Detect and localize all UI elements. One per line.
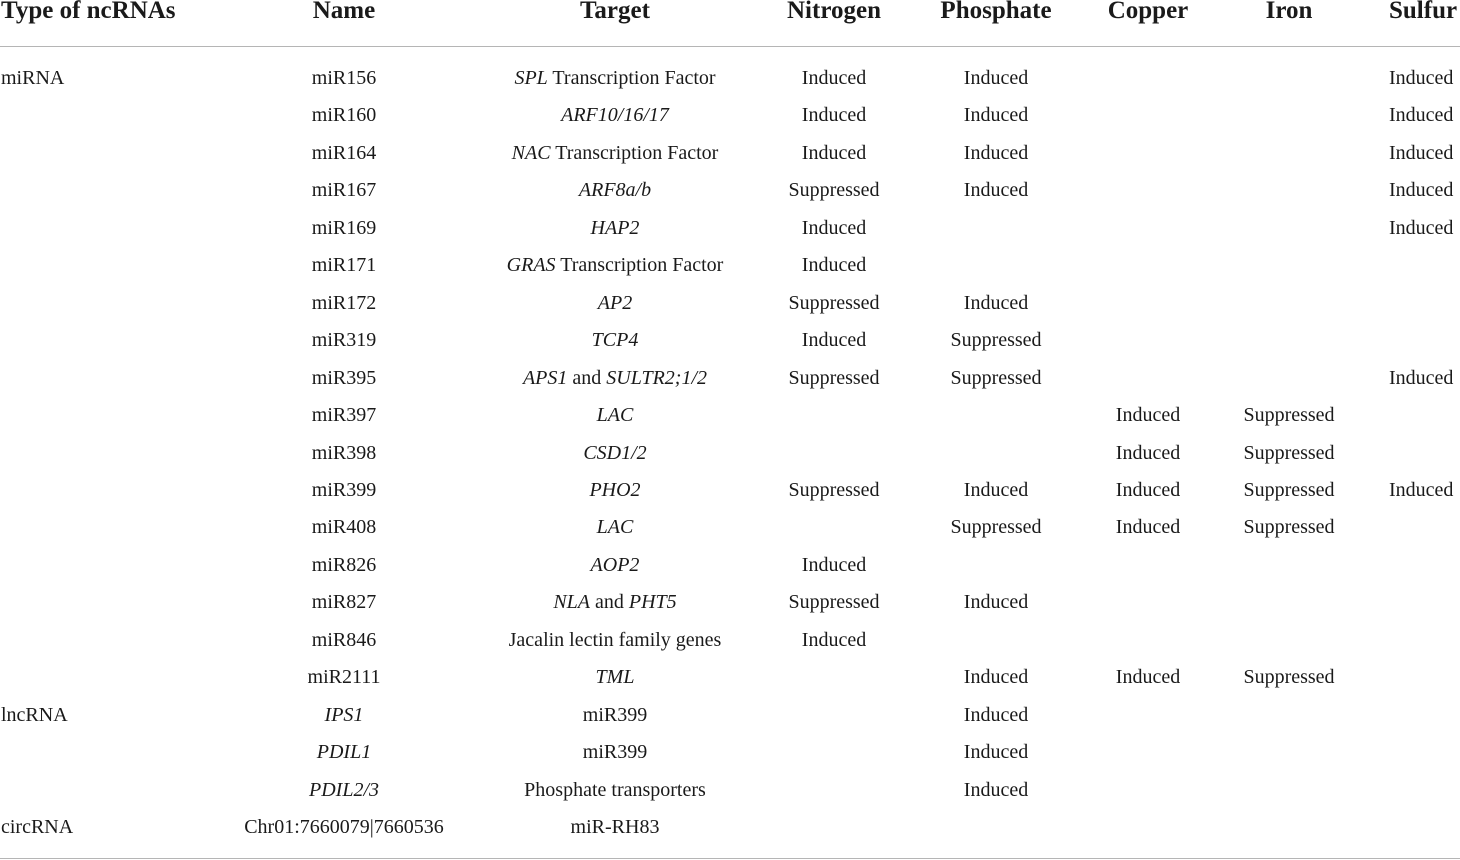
target-segment: PHT5 [628, 591, 677, 614]
table-row [0, 627, 1460, 664]
cell-name: IPS1 [324, 703, 364, 726]
target-segment: Jacalin lectin family genes [508, 628, 722, 651]
cell-name: miR846 [311, 628, 377, 651]
table-row [0, 664, 1460, 701]
cell-nitrogen: Induced [801, 553, 867, 576]
table-row [0, 140, 1460, 177]
target-segment: and [590, 591, 629, 614]
cell-name: Chr01:7660079|7660536 [244, 816, 444, 838]
cell-target [509, 627, 722, 653]
target-segment: NLA [553, 591, 590, 614]
cell-phosphate: Induced [963, 703, 1029, 726]
cell-target [579, 177, 651, 203]
cell-type: lncRNA [1, 703, 68, 726]
cell-phosphate: Induced [963, 141, 1029, 164]
target-segment: miR-RH83 [570, 816, 660, 838]
cell-nitrogen: Suppressed [788, 478, 880, 501]
cell-name: miR395 [311, 366, 377, 389]
target-segment: Phosphate transporters [524, 778, 706, 801]
cell-iron: Suppressed [1243, 516, 1335, 539]
cell-name: miR171 [311, 254, 377, 277]
cell-phosphate: Induced [963, 291, 1029, 314]
cell-target [524, 777, 706, 803]
cell-phosphate: Induced [963, 591, 1029, 614]
cell-target [553, 589, 676, 615]
cell-sulfur: Induced [1389, 104, 1454, 127]
cell-name: miR2111 [307, 666, 381, 689]
cell-target [591, 215, 640, 241]
cell-nitrogen: Induced [801, 104, 867, 127]
cell-copper: Induced [1115, 441, 1181, 464]
cell-phosphate: Induced [963, 741, 1029, 764]
cell-name: miR398 [311, 441, 377, 464]
cell-name: miR164 [311, 141, 377, 164]
cell-target [561, 102, 669, 128]
cell-sulfur: Induced [1389, 67, 1454, 89]
target-segment: ARF8a/b [578, 179, 652, 202]
cell-name: miR399 [311, 478, 377, 501]
cell-name: PDIL2/3 [309, 778, 379, 801]
table-row [0, 65, 1460, 102]
cell-nitrogen: Suppressed [788, 291, 880, 314]
table-row [0, 739, 1460, 776]
target-segment: SPL [514, 67, 548, 89]
cell-name: miR319 [311, 329, 377, 352]
target-segment: GRAS [506, 254, 556, 277]
table-row [0, 440, 1460, 477]
cell-sulfur: Induced [1389, 141, 1454, 164]
target-segment: Transcription Factor [550, 141, 719, 164]
cell-nitrogen: Suppressed [788, 591, 880, 614]
table-header [0, 0, 1460, 47]
cell-name: miR172 [311, 291, 377, 314]
target-segment: HAP2 [590, 216, 640, 239]
cell-nitrogen: Induced [801, 67, 867, 89]
header-nitrogen: Nitrogen [787, 0, 881, 24]
cell-target [512, 140, 719, 166]
table-row [0, 814, 1460, 851]
cell-nitrogen: Induced [801, 141, 867, 164]
header-sulfur: Sulfur [1389, 0, 1458, 24]
header-copper: Copper [1107, 0, 1189, 24]
header-type: Type of ncRNAs [1, 0, 176, 24]
cell-phosphate: Suppressed [950, 516, 1042, 539]
target-segment: PHO2 [589, 478, 641, 501]
header-iron: Iron [1265, 0, 1313, 24]
bottom-rule [0, 858, 1460, 859]
cell-nitrogen: Suppressed [788, 179, 880, 202]
cell-target [583, 702, 647, 728]
cell-copper: Induced [1115, 478, 1181, 501]
cell-phosphate: Induced [963, 104, 1029, 127]
cell-name: miR397 [311, 404, 377, 427]
cell-type: circRNA [1, 816, 74, 838]
target-segment: APS1 [522, 366, 568, 389]
target-segment: TML [595, 666, 635, 689]
cell-iron: Suppressed [1243, 441, 1335, 464]
cell-iron: Suppressed [1243, 404, 1335, 427]
cell-nitrogen: Induced [801, 254, 867, 277]
cell-copper: Induced [1115, 516, 1181, 539]
table-row [0, 777, 1460, 814]
table-row [0, 365, 1460, 402]
cell-iron: Suppressed [1243, 666, 1335, 689]
cell-nitrogen: Induced [801, 628, 867, 651]
target-segment: LAC [596, 404, 634, 427]
cell-target [583, 739, 647, 765]
cell-name: miR169 [311, 216, 377, 239]
target-segment: CSD1/2 [583, 441, 647, 464]
cell-nitrogen: Induced [801, 329, 867, 352]
cell-target [523, 365, 707, 391]
table-row [0, 177, 1460, 214]
cell-name: miR827 [311, 591, 377, 614]
header-name: Name [312, 0, 376, 24]
cell-sulfur: Induced [1389, 216, 1454, 239]
cell-phosphate: Induced [963, 478, 1029, 501]
table-row [0, 290, 1460, 327]
target-segment: and [567, 366, 607, 389]
target-segment: SULTR2;1/2 [606, 366, 708, 389]
cell-phosphate: Induced [963, 179, 1029, 202]
table-row [0, 589, 1460, 626]
cell-phosphate: Suppressed [950, 329, 1042, 352]
target-segment: AP2 [597, 291, 633, 314]
target-segment: TCP4 [591, 329, 639, 352]
cell-name: PDIL1 [316, 741, 372, 764]
table-row [0, 215, 1460, 252]
target-segment: miR399 [582, 741, 648, 764]
cell-iron: Suppressed [1243, 478, 1335, 501]
cell-phosphate: Induced [963, 666, 1029, 689]
target-segment: AOP2 [590, 553, 640, 576]
cell-target [597, 402, 634, 428]
target-segment: NAC [511, 141, 551, 164]
cell-target [591, 552, 640, 578]
cell-target [514, 65, 715, 91]
cell-phosphate: Suppressed [950, 366, 1042, 389]
cell-name: miR160 [311, 104, 377, 127]
cell-target [583, 440, 646, 466]
table-row [0, 102, 1460, 139]
table-row [0, 477, 1460, 514]
cell-name: miR408 [311, 516, 377, 539]
target-segment: ARF10/16/17 [561, 104, 669, 127]
table-row [0, 252, 1460, 289]
cell-phosphate: Induced [963, 67, 1029, 89]
cell-target [589, 477, 640, 503]
cell-sulfur: Induced [1389, 478, 1454, 501]
target-segment: Transcription Factor [555, 254, 724, 277]
table-row [0, 327, 1460, 364]
cell-copper: Induced [1115, 404, 1181, 427]
table-row [0, 552, 1460, 589]
target-segment: miR399 [582, 703, 648, 726]
cell-target [592, 327, 639, 353]
table-row [0, 402, 1460, 439]
cell-target [596, 664, 635, 690]
cell-name: miR826 [311, 553, 377, 576]
cell-target [598, 290, 632, 316]
cell-target [597, 514, 634, 540]
target-segment: Transcription Factor [547, 67, 716, 89]
cell-sulfur: Induced [1389, 179, 1454, 202]
cell-nitrogen: Suppressed [788, 366, 880, 389]
header-target: Target [580, 0, 650, 24]
cell-name: miR167 [311, 179, 377, 202]
cell-phosphate: Induced [963, 778, 1029, 801]
table-row [0, 702, 1460, 739]
target-segment: LAC [596, 516, 634, 539]
cell-target [507, 252, 724, 278]
cell-type: miRNA [1, 67, 65, 89]
cell-sulfur: Induced [1389, 366, 1454, 389]
header-phosphate: Phosphate [940, 0, 1052, 24]
cell-target [571, 814, 660, 840]
cell-name: miR156 [311, 67, 377, 89]
cell-nitrogen: Induced [801, 216, 867, 239]
cell-copper: Induced [1115, 666, 1181, 689]
table-row [0, 514, 1460, 551]
